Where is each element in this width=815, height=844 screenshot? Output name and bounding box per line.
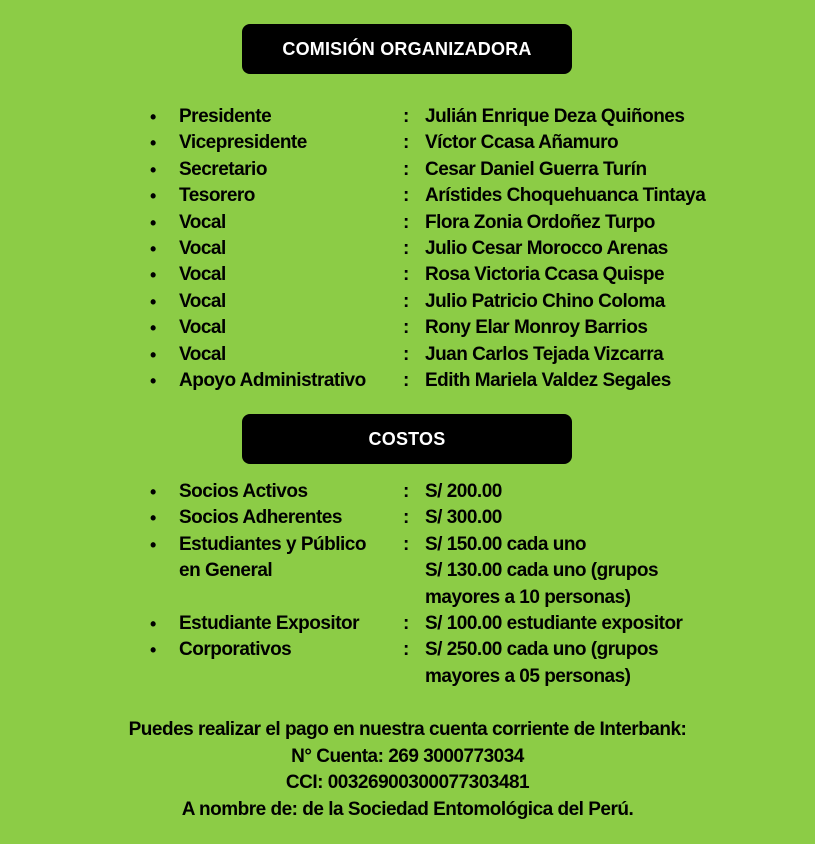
bullet-icon: • — [150, 344, 156, 365]
cost-category — [179, 479, 403, 505]
cost-category — [179, 505, 403, 531]
separator-colon: : — [403, 290, 409, 312]
separator-colon: : — [403, 106, 409, 127]
bullet-icon: • — [150, 107, 156, 127]
member-name: Víctor Ccasa Añamuro — [425, 132, 619, 154]
cost-price — [425, 505, 775, 531]
cost-row — [150, 505, 775, 531]
cost-category-line: Socios Activos — [179, 481, 308, 502]
cost-price — [425, 479, 775, 505]
cci-number: CCI: 00326900300077303481 — [285, 772, 530, 794]
bullet-icon: • — [150, 186, 156, 207]
member-name: Cesar Daniel Guerra Turín — [425, 158, 647, 180]
separator-colon: : — [403, 481, 409, 502]
bullet-icon: • — [150, 159, 156, 180]
commission-member-row — [150, 368, 775, 394]
member-role: Apoyo Administrativo — [179, 370, 366, 392]
cost-price-line: S/ 100.00 estudiante expositor — [425, 613, 683, 635]
separator-colon: : — [403, 639, 409, 661]
separator-colon: : — [403, 613, 409, 635]
cost-price — [425, 611, 775, 637]
member-role: Presidente — [179, 106, 272, 127]
cost-category-line: en General — [179, 560, 273, 582]
commission-member-row — [150, 104, 775, 130]
cost-category — [179, 532, 403, 585]
bullet-icon: • — [150, 614, 156, 635]
commission-member-row — [150, 183, 775, 209]
member-role: Vocal — [179, 343, 226, 365]
member-role: Vocal — [179, 211, 226, 233]
member-name: Julián Enrique Deza Quiñones — [425, 106, 685, 127]
account-holder: A nombre de: de la Sociedad Entomológica del Perú. — [181, 798, 634, 820]
bullet-icon: • — [150, 239, 156, 260]
commission-member-list — [150, 104, 775, 394]
bullet-icon: • — [150, 291, 156, 312]
separator-colon: : — [403, 211, 409, 233]
bullet-icon: • — [150, 265, 156, 286]
commission-member-row — [150, 157, 775, 183]
cost-price-line: S/ 200.00 — [425, 481, 502, 502]
bullet-icon: • — [150, 534, 156, 555]
bullet-icon: • — [150, 371, 156, 392]
cost-row — [150, 637, 775, 690]
separator-colon: : — [403, 132, 409, 154]
separator-colon: : — [403, 185, 409, 207]
commission-title: COMISIÓN ORGANIZADORA — [282, 38, 532, 59]
cost-price — [425, 637, 775, 690]
member-name: Edith Mariela Valdez Segales — [425, 370, 671, 392]
costs-title-banner — [242, 414, 572, 464]
commission-member-row — [150, 315, 775, 341]
separator-colon: : — [403, 533, 409, 555]
cost-price-line: S/ 150.00 cada uno — [425, 533, 587, 555]
cost-price-line: S/ 250.00 cada uno (grupos — [425, 639, 659, 661]
cost-price-line: mayores a 10 personas) — [425, 586, 631, 608]
member-name: Rony Elar Monroy Barrios — [425, 317, 648, 339]
separator-colon: : — [403, 264, 409, 286]
commission-member-row — [150, 289, 775, 315]
cost-row — [150, 611, 775, 637]
member-name: Rosa Victoria Ccasa Quispe — [425, 264, 665, 286]
member-name: Julio Patricio Chino Coloma — [425, 290, 665, 312]
bullet-icon: • — [150, 482, 156, 502]
cost-category-line: Estudiante Expositor — [179, 613, 360, 635]
cost-price-line: S/ 130.00 cada uno (grupos — [425, 560, 659, 582]
member-role: Secretario — [179, 158, 267, 180]
cost-price — [425, 532, 775, 611]
member-role: Vicepresidente — [179, 132, 307, 154]
bullet-icon: • — [150, 318, 156, 339]
separator-colon: : — [403, 158, 409, 180]
member-role: Vocal — [179, 290, 226, 312]
cost-price-line: S/ 300.00 — [425, 507, 502, 529]
commission-member-row — [150, 210, 775, 236]
member-role: Vocal — [179, 264, 226, 286]
member-role: Vocal — [179, 317, 226, 339]
bullet-icon: • — [150, 133, 156, 154]
commission-title-banner — [242, 24, 572, 74]
separator-colon: : — [403, 370, 409, 392]
cost-category-line: Estudiantes y Público — [179, 533, 366, 555]
account-number: N° Cuenta: 269 3000773034 — [291, 745, 524, 767]
cost-category-line: Corporativos — [179, 639, 292, 661]
commission-member-row — [150, 342, 775, 368]
commission-member-row — [150, 130, 775, 156]
member-name: Arístides Choquehuanca Tintaya — [425, 185, 706, 207]
payment-instruction: Puedes realizar el pago en nuestra cuenta corriente de Interbank: — [128, 719, 687, 740]
commission-member-row — [150, 236, 775, 262]
separator-colon: : — [403, 317, 409, 339]
cost-row — [150, 532, 775, 611]
costs-title: COSTOS — [368, 428, 446, 449]
cost-category — [179, 611, 403, 637]
member-name: Juan Carlos Tejada Vizcarra — [425, 343, 664, 365]
bullet-icon: • — [150, 508, 156, 529]
cost-category-line: Socios Adherentes — [179, 507, 342, 529]
separator-colon: : — [403, 507, 409, 529]
cost-price-line: mayores a 05 personas) — [425, 665, 631, 687]
member-role: Tesorero — [179, 185, 255, 207]
costs-list — [150, 479, 775, 690]
member-name: Julio Cesar Morocco Arenas — [425, 238, 668, 260]
cost-category — [179, 637, 403, 663]
commission-member-row — [150, 262, 775, 288]
separator-colon: : — [403, 238, 409, 260]
payment-info — [0, 717, 815, 823]
member-name: Flora Zonia Ordoñez Turpo — [425, 211, 655, 233]
cost-row — [150, 479, 775, 505]
bullet-icon: • — [150, 640, 156, 661]
member-role: Vocal — [179, 238, 226, 260]
separator-colon: : — [403, 343, 409, 365]
bullet-icon: • — [150, 212, 156, 233]
